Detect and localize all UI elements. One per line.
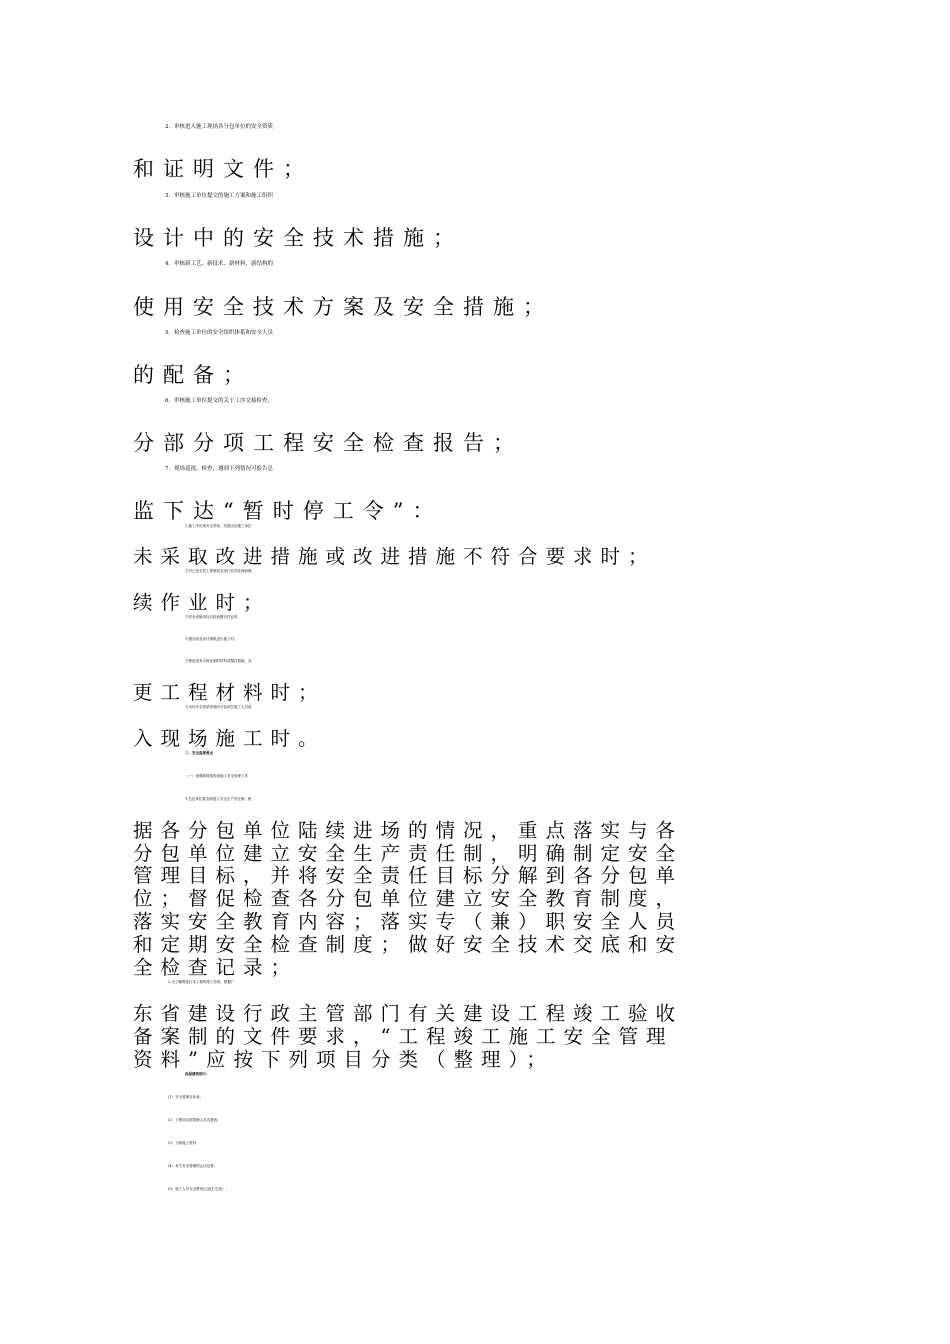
sub-item-6-line-1: ⑥未经安全资质审查的分包单位施工人员进 <box>185 705 252 709</box>
list-item-7-line-1: 7．现场巡视、检查，遇到下列情况可报告总 <box>165 466 274 472</box>
category-item-4: (4）有关安全管理的会议纪要； <box>168 1164 218 1168</box>
list-item-6-line-1: 6．审核施工单位提交的关于工序交接检查、 <box>165 398 274 404</box>
para-1-line-5: 位；督促检查各分包单位建立安全教育制度， <box>133 887 684 910</box>
para-1-line-4: 管理目标，并将安全责任目标分解到各分包单 <box>133 864 684 887</box>
category-heading: 房屋建筑部分： <box>185 1072 210 1076</box>
subsection-heading: （一）加强和规范现场施工安全管理工作 <box>185 774 248 778</box>
category-item-2: (2）工程项目部管理人员名册表； <box>168 1118 221 1122</box>
list-item-2-line-1: 2．审核进入施工现场各分包单位的安全资质 <box>165 124 274 130</box>
list-item-4-line-2: 使用安全技术方案及安全措施； <box>133 295 553 319</box>
sub-item-2-line-1: ②对已发生的工程事故未进行有效处理而继 <box>185 569 252 573</box>
list-item-4-line-1: 4．审核新工艺、新技术、新材料、新结构的 <box>165 261 274 267</box>
list-item-7-line-2: 监下达“暂时停工令”： <box>133 499 443 523</box>
para-1-line-7: 和定期安全检查制度；做好安全技术交底和安 <box>133 933 684 956</box>
sub-item-3: ③安全设施未经自检而擅自作业时； <box>185 615 241 619</box>
sub-item-4: ④擅自改变设计图纸进行施工时； <box>185 637 238 641</box>
para-1-line-6: 落实安全教育内容；落实专（兼）职安全人员 <box>133 910 684 933</box>
para-1-line-3: 分包单位建立安全生产责任制，明确制定安全 <box>133 842 684 865</box>
para-1-line-8: 全检查记录； <box>133 956 299 979</box>
para-1-line-1: 1.总包单位要全面建立安全生产责任制。根 <box>185 797 252 801</box>
list-item-3-line-1: 3．审核施工单位提交的施工方案和施工组织 <box>165 193 274 199</box>
section-heading: 三、安全监理要点 <box>185 751 213 755</box>
para-2-line-4: 资料”应按下列项目分类（整理）； <box>133 1048 554 1071</box>
para-2-line-2: 东省建设行政主管部门有关建设工程竣工验收 <box>133 1002 684 1025</box>
list-item-5-line-1: 5．检查施工单位的安全组织体系和安全人员 <box>165 330 274 336</box>
list-item-2-line-2: 和证明文件； <box>133 157 313 181</box>
para-1-line-2: 据各分包单位陆续进场的情况，重点落实与各 <box>133 819 684 842</box>
sub-item-2-line-2: 续作业时； <box>133 591 271 614</box>
list-item-5-line-2: 的配备； <box>133 363 253 387</box>
sub-item-1-line-2: 未采取改进措施或改进措施不符合要求时； <box>133 545 656 568</box>
sub-item-1-line-1: ①施工中出现安全异常，经提出后施工单位 <box>185 524 252 528</box>
sub-item-5-line-1: ⑤使用没有合格证明的材料或擅自替换、变 <box>185 659 252 663</box>
category-item-5: (5）施工人员安全教育记录(汇总表）； <box>168 1187 229 1191</box>
category-item-3: (3）文明施工资料； <box>168 1141 200 1145</box>
sub-item-6-line-2: 入现场施工时。 <box>133 727 326 750</box>
category-item-1: (1）安全管理目标表； <box>168 1095 204 1099</box>
para-2-line-3: 备案制的文件要求，“工程竣工施工安全管理 <box>133 1025 674 1048</box>
list-item-6-line-2: 分部分项工程安全检查报告； <box>133 431 523 455</box>
sub-item-5-line-2: 更工程材料时； <box>133 681 326 704</box>
para-2-line-1: 2.为了顺利进行本工程的竣工验收，根据广 <box>168 980 235 984</box>
list-item-3-line-2: 设计中的安全技术措施； <box>133 226 463 250</box>
